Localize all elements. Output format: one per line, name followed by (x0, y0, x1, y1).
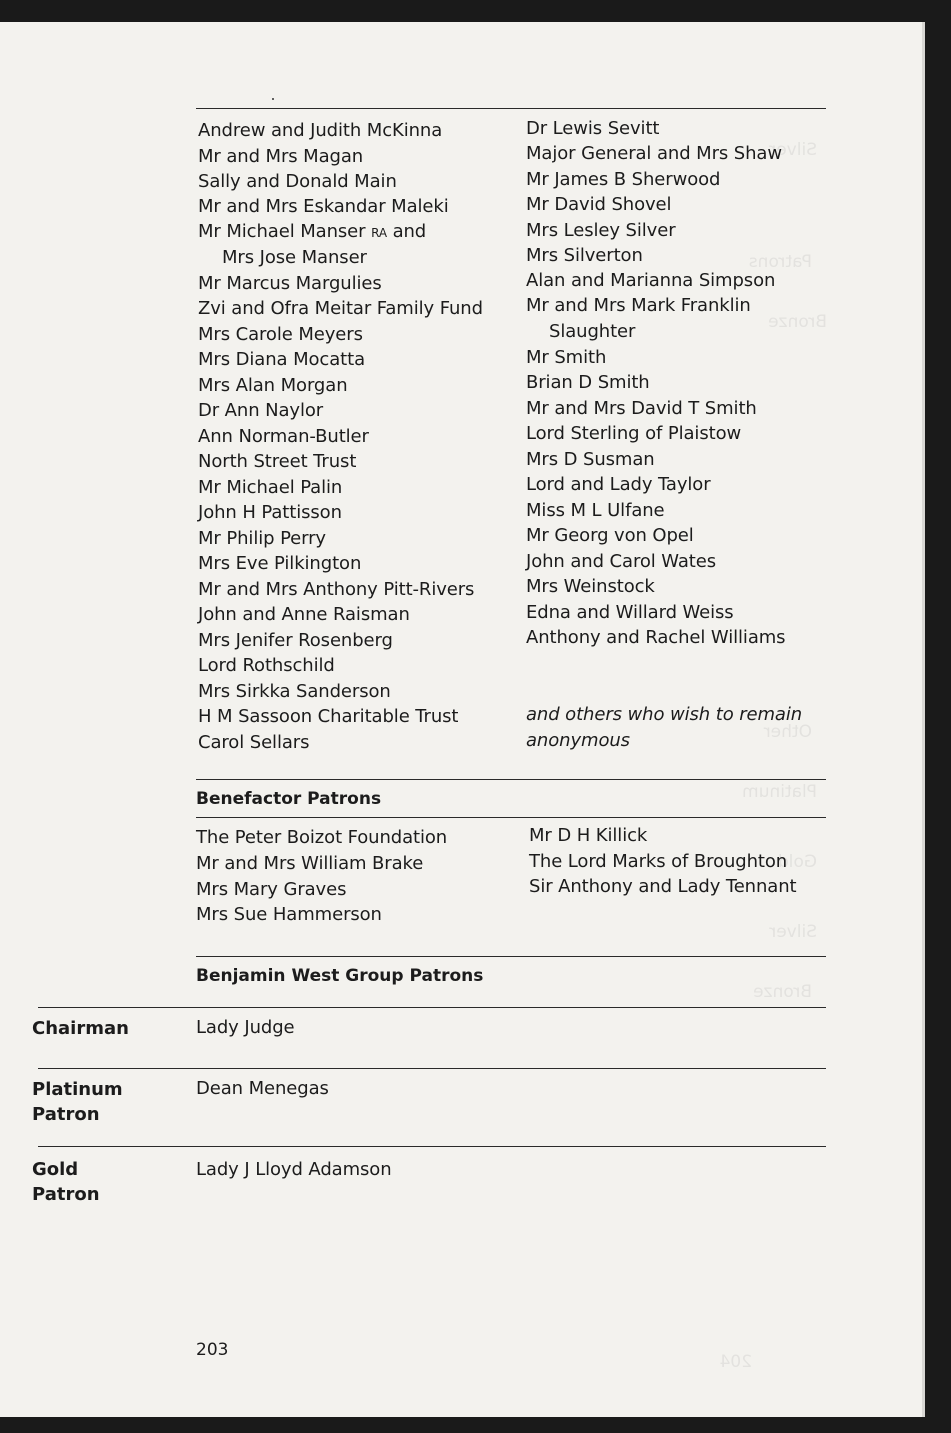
benjamin-west-heading: Benjamin West Group Patrons (196, 966, 484, 986)
patron-name: Mr Michael Palin (198, 477, 343, 498)
platinum-label-line: Patron (32, 1104, 100, 1125)
section-rule (196, 779, 826, 780)
benefactor-name: Mrs Sue Hammerson (196, 904, 382, 925)
platinum-label-line: Platinum (32, 1079, 123, 1100)
patron-name: Mr and Mrs Anthony Pitt-Rivers (198, 579, 475, 600)
patron-name-text: Mr Michael Manser (198, 221, 366, 242)
benefactor-name: The Lord Marks of Broughton (529, 851, 788, 872)
patron-name: John H Pattisson (198, 502, 342, 523)
patron-name: Mr and Mrs Mark Franklin (526, 295, 751, 316)
patron-name: H M Sassoon Charitable Trust (198, 706, 459, 727)
patron-name: Andrew and Judith McKinna (198, 120, 443, 141)
patron-name: John and Carol Wates (526, 551, 716, 572)
patron-name: Mrs Lesley Silver (526, 220, 676, 241)
patron-name: Edna and Willard Weiss (526, 602, 734, 623)
patron-name: Mrs Jenifer Rosenberg (198, 630, 393, 651)
patron-name: Mr Philip Perry (198, 528, 326, 549)
patron-name: Mrs Jose Manser (222, 247, 367, 268)
patron-name: Dr Lewis Sevitt (526, 118, 660, 139)
patron-name: Mrs Weinstock (526, 576, 655, 597)
section-rule (196, 817, 826, 818)
bleed-through-decoration: Silver Patrons Bronze Other Platinum Gold Silver Bronze 204 (719, 140, 827, 1372)
patron-name: Mr and Mrs Magan (198, 146, 364, 167)
chairman-label: Chairman (32, 1018, 129, 1039)
patron-name: Mr James B Sherwood (526, 169, 721, 190)
benefactor-name: Mr D H Killick (529, 825, 648, 846)
patron-name: Mr and Mrs David T Smith (526, 398, 757, 419)
patron-name: North Street Trust (198, 451, 357, 472)
platinum-label (32, 1077, 172, 1127)
document-page (0, 22, 925, 1417)
patron-name: Mrs Eve Pilkington (198, 553, 362, 574)
gold-label-line: Patron (32, 1184, 100, 1205)
benefactor-name: Mr and Mrs William Brake (196, 853, 424, 874)
ink-dot (272, 98, 274, 100)
patron-name: Mrs D Susman (526, 449, 655, 470)
honour-abbreviation: RA (371, 226, 387, 240)
gold-label (32, 1157, 172, 1207)
benefactor-name: The Peter Boizot Foundation (196, 827, 448, 848)
patron-name: John and Anne Raisman (198, 604, 410, 625)
gold-label-line: Gold (32, 1159, 79, 1180)
patron-name: Anthony and Rachel Williams (526, 627, 786, 648)
benefactor-heading: Benefactor Patrons (196, 789, 382, 809)
patron-name: Miss M L Ulfane (526, 500, 665, 521)
anonymous-note: and others who wish to remain (526, 704, 803, 725)
patron-name: Mr and Mrs Eskandar Maleki (198, 196, 449, 217)
patron-name: Mr David Shovel (526, 194, 672, 215)
patron-name: Ann Norman-Butler (198, 426, 369, 447)
patron-name: Lord and Lady Taylor (526, 474, 711, 495)
patron-name: Brian D Smith (526, 372, 650, 393)
section-rule (38, 1146, 826, 1147)
gold-patron-name: Lady J Lloyd Adamson (196, 1159, 392, 1180)
conjunction: and (392, 221, 427, 242)
patron-name-manser (198, 223, 426, 241)
anonymous-note: anonymous (526, 730, 630, 751)
patron-name: Major General and Mrs Shaw (526, 143, 782, 164)
patron-name: Sally and Donald Main (198, 171, 397, 192)
patron-name: Mrs Silverton (526, 245, 643, 266)
patron-name: Mr Smith (526, 347, 607, 368)
section-rule (196, 956, 826, 957)
patron-name: Mrs Diana Mocatta (198, 349, 365, 370)
patron-name: Mr Marcus Margulies (198, 273, 382, 294)
patron-name: Mrs Carole Meyers (198, 324, 363, 345)
chairman-name: Lady Judge (196, 1017, 295, 1038)
section-rule (38, 1007, 826, 1008)
patron-name: Alan and Marianna Simpson (526, 270, 776, 291)
patron-name: Dr Ann Naylor (198, 400, 324, 421)
page-number: 203 (196, 1340, 229, 1360)
patron-name: Lord Sterling of Plaistow (526, 423, 742, 444)
benefactor-name: Sir Anthony and Lady Tennant (529, 876, 797, 897)
benefactor-name: Mrs Mary Graves (196, 879, 347, 900)
patron-name: Mrs Sirkka Sanderson (198, 681, 391, 702)
patron-name: Slaughter (549, 321, 636, 342)
section-rule (38, 1068, 826, 1069)
patron-name: Mrs Alan Morgan (198, 375, 348, 396)
patron-name: Zvi and Ofra Meitar Family Fund (198, 298, 483, 319)
patron-name: Lord Rothschild (198, 655, 335, 676)
patron-name: Mr Georg von Opel (526, 525, 694, 546)
platinum-patron-name: Dean Menegas (196, 1078, 329, 1099)
top-rule (196, 108, 826, 109)
patron-name: Carol Sellars (198, 732, 310, 753)
